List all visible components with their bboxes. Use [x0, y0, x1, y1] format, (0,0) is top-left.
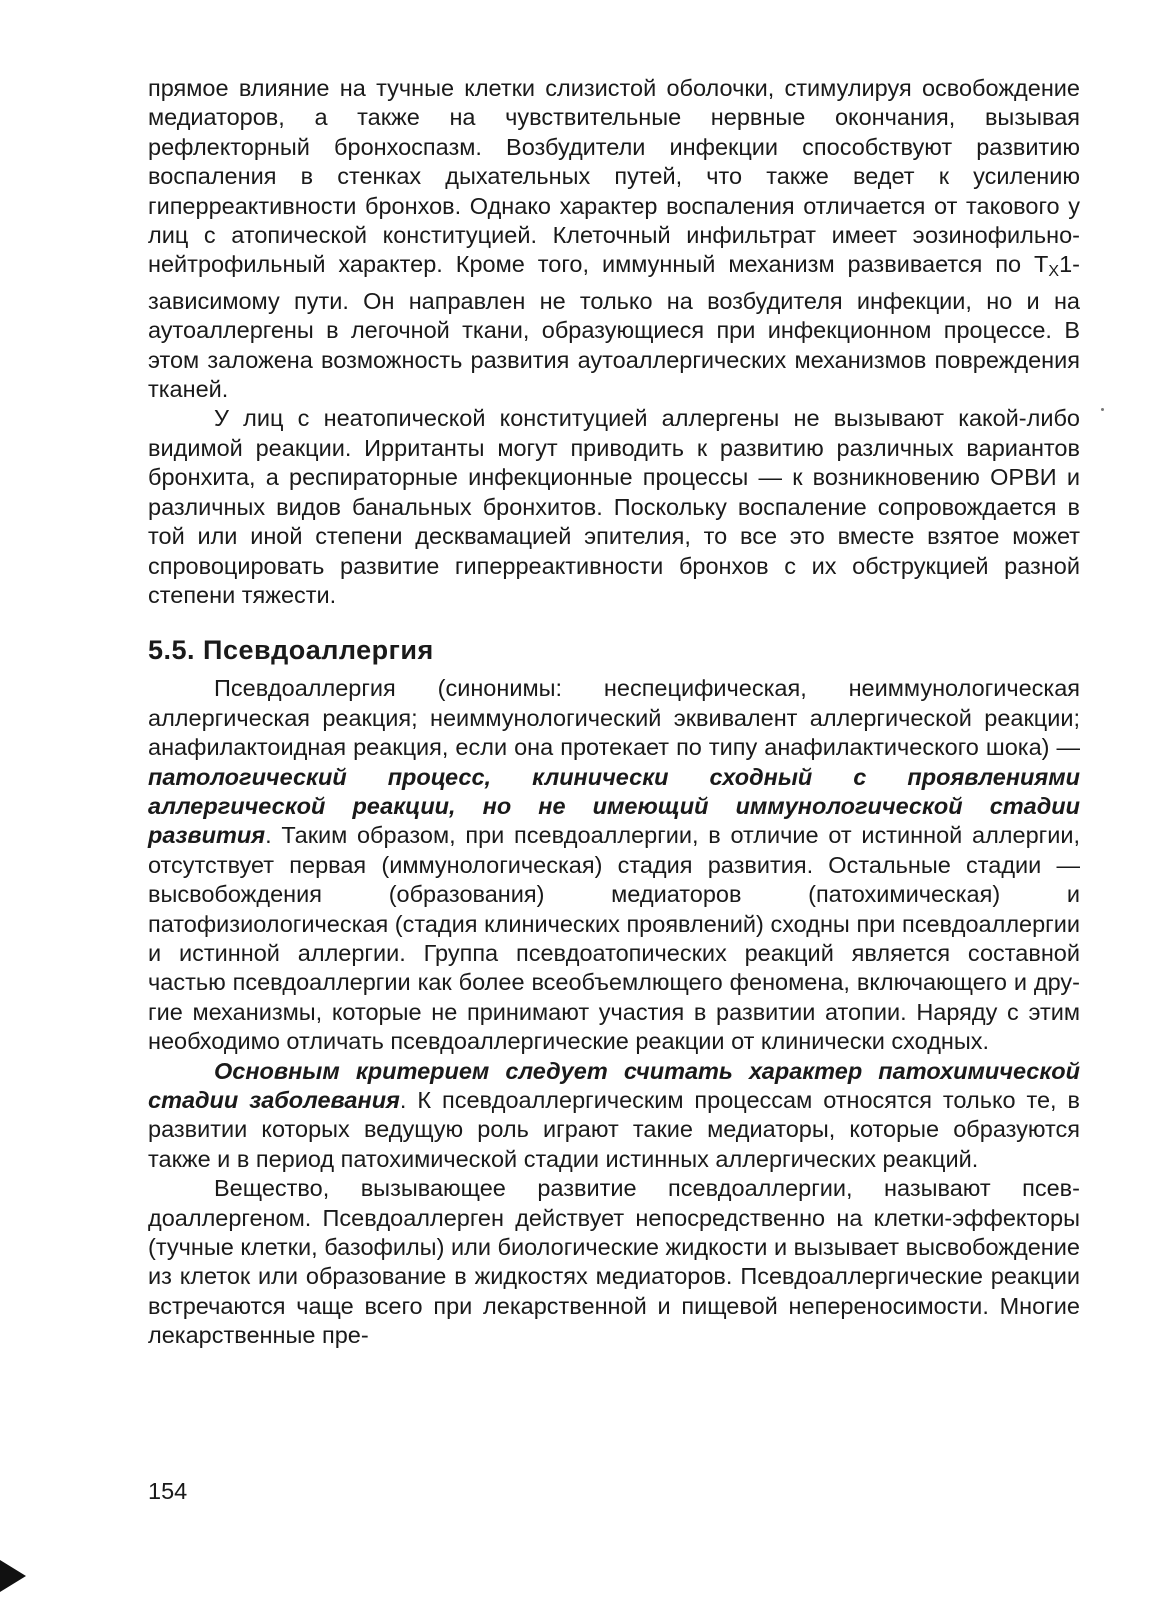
- paragraph-3: [148, 674, 1080, 1056]
- paragraph-2: У лиц с неатопической конституцией аллергены не вызывают какой-либо видимой реакции. Ирританты могут приводить к развитию различных вариантов бронхита, а респираторные инфекционные процессы — к возникновению ОРВИ и различных видов банальных бронхитов. Поскольку воспаление сопровождается в той или иной степени десквамацией эпителия, то все это вместе взятое может спровоцировать развитие гиперреактивности бронхов с их обструкцией разной степени тяжести.: [148, 405, 1080, 608]
- page-number: 154: [148, 1478, 188, 1504]
- paragraph-3-end: . Таким образом, при псевдоаллергии, в отличие от истинной аллергии, отсутствует первая (иммунологическая) стадия развития. Остальные стадии — высвобождения (образования) медиаторов (патохимическая) и патофизиологическая (стадия клинических проявлений) сходны при псевдоаллергии и истинной аллергии. Группа псевдоатопических реакций является составной частью псевдоаллергии как более всеобъемлющего феномена, включающего и другие механизмы, которые не принимают участия в развитии атопии. Наряду с этим необходимо отличать псевдоаллергические реакции от клинически сходных.: [148, 822, 1080, 1055]
- paragraph-4: [148, 1057, 1080, 1175]
- paragraph-1-text: прямое влияние на тучные клетки слизистой оболочки, стимулируя освобождение медиаторов, а также на чувствительные нервные окончания, вызывая рефлекторный бронхоспазм. Возбудители инфекции способствуют развитию воспаления в стенках дыхательных путей, что также ведет к усилению гиперреактивности бронхов. Однако характер воспаления отличается от такового у лиц с атопической конституцией. Клеточный инфильтрат имеет эозинофильно-нейтрофильный характер. Кроме того, иммунный механизм развивается по Т: [148, 75, 1080, 278]
- paragraph-4-end: . К псевдоаллергическим процессам относятся только те, в развитии которых ведущую роль играют такие медиаторы, которые образуются также и в период патохимической стадии истинных аллергических реакций.: [148, 1087, 1080, 1172]
- scan-dot: [1101, 408, 1104, 411]
- section-heading: 5.5. Псевдоаллергия: [148, 635, 434, 666]
- page-body: [148, 74, 1080, 1351]
- paragraph-4-emphasis: Основным критерием следует считать характер патохимической стадии заболевания: [148, 1057, 1080, 1113]
- paragraph-1: [148, 74, 1080, 404]
- paragraph-3-emphasis: патологический процесс, клинически сходный с проявлениями аллергической реакции, но не имеющий иммунологической стадии развития: [148, 763, 1080, 849]
- paragraph-5: Вещество, вызывающее развитие псевдоаллергии, называют псевдоаллергеном. Псевдоаллерген действует непосредственно на клетки-эффекторы (тучные клетки, базофилы) или биологические жидкости и вызывает высвобождение из клеток или образование в жидкостях медиаторов. Псевдоаллергические реакции встречаются чаще всего при лекарственной и пищевой непереносимости. Многие лекарственные пре-: [148, 1175, 1080, 1349]
- paragraph-1-tail: 1-зависимому пути. Он направлен не только на возбудителя инфекции, но и на аутоаллергены в легочной ткани, образующиеся при инфекционном процессе. В этом заложена возможность развития аутоаллергических механизмов повреждения тканей.: [148, 251, 1080, 403]
- subscript-x: Х: [1048, 263, 1060, 281]
- corner-arrow-icon: [0, 1560, 26, 1592]
- paragraph-3-start: Псевдоаллергия (синонимы: неспецифическая, неиммунологическая аллергическая реакция; неиммунологический эквивалент аллергической реакции; анафилактоидная реакция, если она протекает по типу анафилактического шока) —: [148, 675, 1080, 761]
